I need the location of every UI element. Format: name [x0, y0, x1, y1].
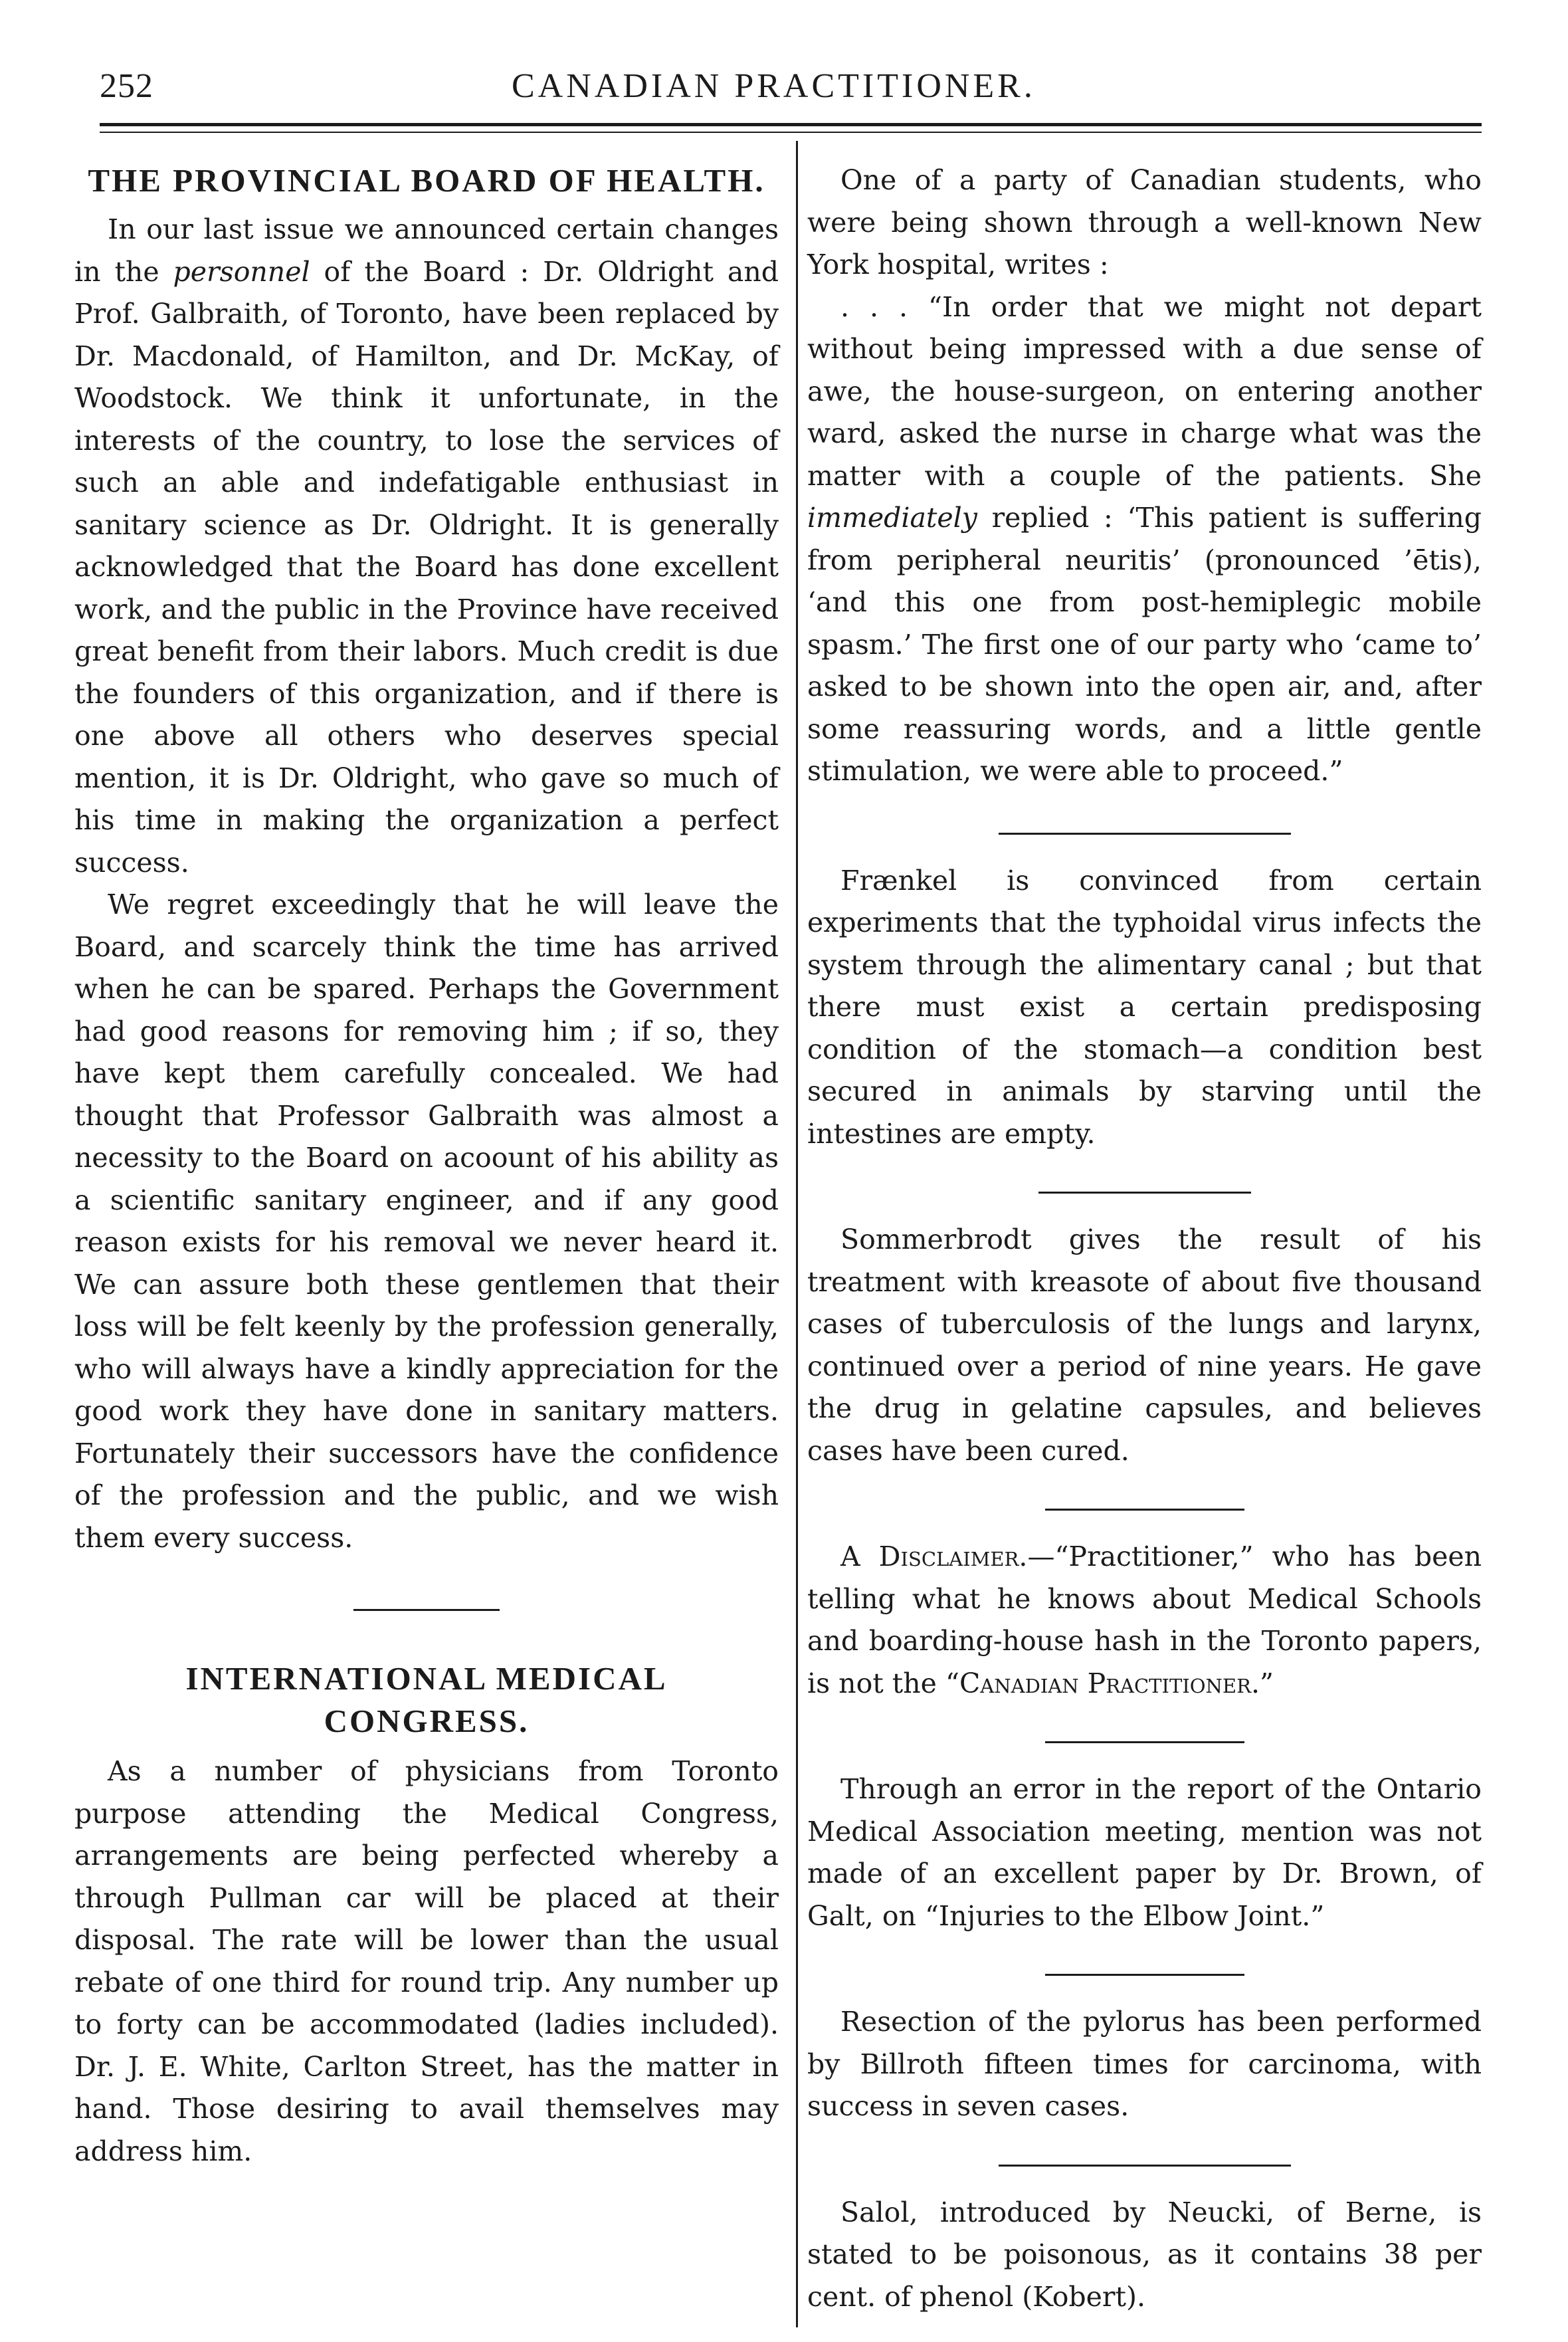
item-separator	[999, 2165, 1291, 2167]
p1-text-a: In our last issue we announced certain changes in the	[74, 213, 779, 288]
header-rule-thin	[100, 132, 1482, 133]
students-anecdote	[807, 160, 1482, 793]
running-header	[0, 66, 1568, 120]
quote-text-a: . . . “In order that we might not depart without being impressed with a due sense of awe, the house-surgeon, on entering another ward, asked the nurse in charge what was the matter with a couple of the patients. She	[807, 290, 1482, 492]
disclaimer-journal-name: Canadian Practitioner	[959, 1667, 1251, 1699]
article-separator	[353, 1609, 500, 1611]
disclaimer-note	[807, 1536, 1482, 1705]
salol-note: Salol, introduced by Neucki, of Berne, is stated to be poisonous, as it contains 38 per cent. of phenol (Kobert).	[807, 2196, 1482, 2313]
disclaimer-end: .”	[1250, 1667, 1274, 1699]
column-divider	[796, 141, 798, 2327]
quote-text-b: replied : ‘This patient is suffering from peripheral neuritis’ (pronounced ’ētis), ‘and this one from post-hemiplegic mobile spasm.’ The first one of our party who ‘came to’ asked to be shown into the open air, and, after some reassuring words, and a little gentle stimulation, we were able to proceed.”	[807, 502, 1482, 787]
board-of-health-heading: THE PROVINCIAL BOARD OF HEALTH.	[88, 162, 765, 199]
item-separator	[1045, 1509, 1244, 1511]
board-of-health-paragraph-2: We regret exceedingly that he will leave the Board, and scarcely think the time has arrived when he can be spared. Perhaps the Government had good reasons for removing him ; if so, they have kept them carefully concealed. We had thought that Professor Galbraith was almost a necessity to the Board on acoount of his ability as a scientific sanitary engineer, and if any good reason exists for his removal we never heard it. We can assure both these gentlemen that their loss will be felt keenly by the profession generally, who will always have a kindly appreciation for the good work they have done in sanitary matters. Fortunately their successors have the confidence of the profession and the public, and we wish them every success.	[74, 889, 779, 1554]
medical-congress-article	[74, 1657, 779, 2173]
p1-text-b: of the Board : Dr. Oldright and Prof. Galbraith, of Toronto, have been replaced by Dr. Macdonald, of Hamilton, and Dr. McKay, of Woodstock. We think it unfortunate, in the interests of the country, to lose the services of such an able and indefatigable enthusiast in sanitary science as Dr. Oldright. It is generally acknowledged that the Board has done excellent work, and the public in the Province have received great benefit from their labors. Much credit is due the founders of this organization, and if there is one above all others who deserves special mention, it is Dr. Oldright, who gave so much of his time in making the organization a perfect success.	[74, 255, 779, 879]
students-intro: One of a party of Canadian students, who were being shown through a well-known New York hospital, writes :	[807, 164, 1482, 280]
quote-italic-immediately: immediately	[807, 502, 977, 534]
header-rule-thick	[100, 123, 1482, 126]
medical-congress-heading: INTERNATIONAL MEDICAL CONGRESS.	[185, 1660, 668, 1739]
disclaimer-label: A Disclaimer.	[840, 1541, 1028, 1572]
item-separator	[999, 833, 1291, 835]
medical-congress-paragraph: As a number of physicians from Toronto purpose attending the Medical Congress, arrangements are being perfected whereby a through Pullman car will be placed at their disposal. The rate will be lower than the usual rebate of one third for round trip. Any number up to forty can be accommodated (ladies included). Dr. J. E. White, Carlton Street, has the matter in hand. Those desiring to avail themselves may address him.	[74, 1755, 779, 2167]
item-separator	[1038, 1192, 1251, 1194]
disclaimer-text: —“Practitioner,” who has been telling what he knows about Medical Schools and boarding-house hash in the Toronto papers, is not the “	[807, 1541, 1482, 1699]
right-column	[807, 160, 1482, 2318]
item-separator	[1045, 1974, 1244, 1976]
pylorus-resection-note: Resection of the pylorus has been performed by Billroth fifteen times for carcinoma, with success in seven cases.	[807, 2006, 1482, 2122]
students-quote	[807, 286, 1482, 793]
p1-italic-personnel: personnel	[173, 255, 310, 288]
fraenkel-note: Frænkel is convinced from certain experiments that the typhoidal virus infects the system through the alimentary canal ; but that there must exist a certain predisposing condition of the stomach—a condition best secured in animals by starving until the intestines are empty.	[807, 864, 1482, 1150]
item-separator	[1045, 1741, 1244, 1743]
journal-title: CANADIAN PRACTITIONER.	[512, 67, 1036, 105]
elbow-joint-correction: Through an error in the report of the Ontario Medical Association meeting, mention was not made of an excellent paper by Dr. Brown, of Galt, on “Injuries to the Elbow Joint.”	[807, 1773, 1482, 1932]
board-of-health-paragraph-1	[74, 209, 779, 884]
page-number: 252	[100, 67, 153, 105]
left-column	[74, 160, 779, 2173]
sommerbrodt-note: Sommerbrodt gives the result of his treatment with kreasote of about five thousand cases of tuberculosis of the lungs and larynx, continued over a period of nine years. He gave the drug in gelatine capsules, and believes cases have been cured.	[807, 1224, 1482, 1467]
board-of-health-article	[74, 160, 779, 1559]
